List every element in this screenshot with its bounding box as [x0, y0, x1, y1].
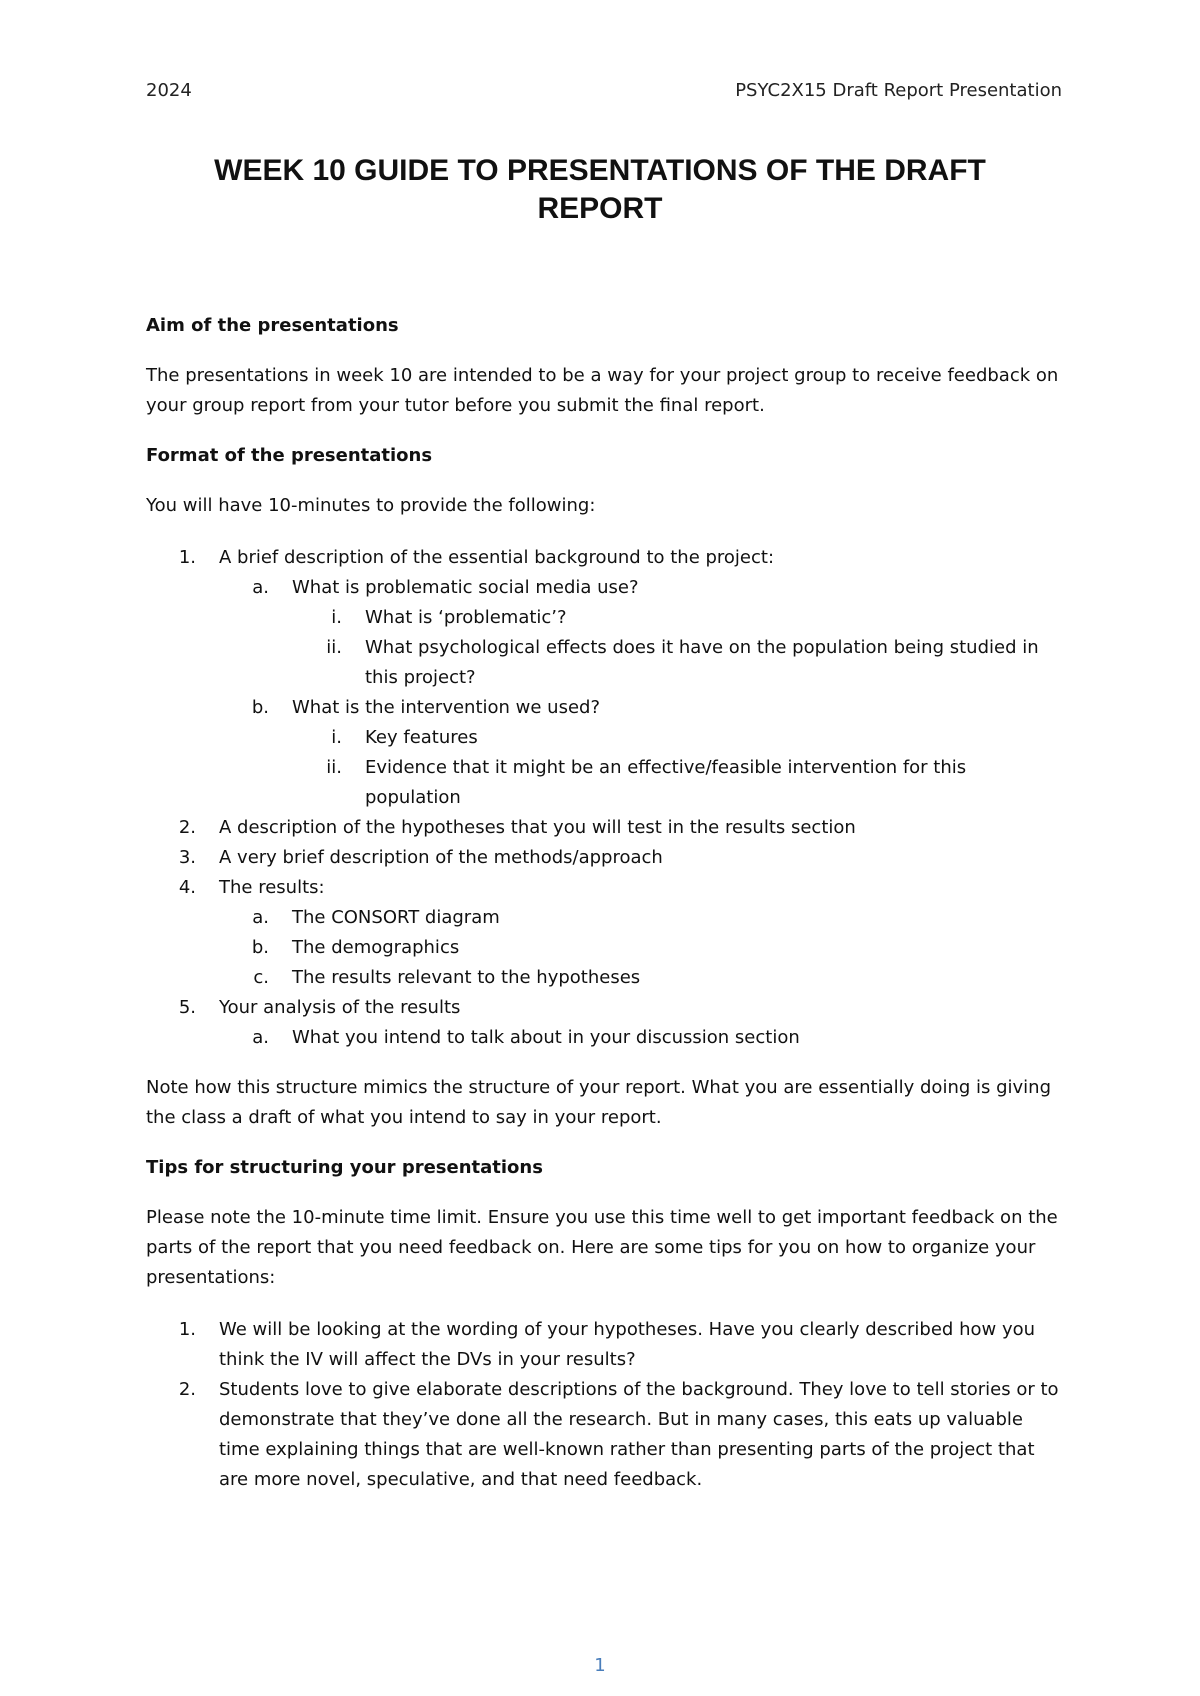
tips-heading: Tips for structuring your presentations [146, 1157, 543, 1178]
header-year: 2024 [146, 80, 192, 101]
aim-paragraph: The presentations in week 10 are intended to be a way for your project group to receive feedback on your group report from your tutor before you submit the final report. [146, 365, 1059, 416]
list-item: i. What is ‘problematic’? [331, 607, 567, 628]
list-item: b. What is the intervention we used? i. Key features ii. Evidence that it might be an effective/feasible intervention for this population [219, 693, 1066, 813]
list-item: ii. What psychological effects does it have on the population being studied in this project? [326, 637, 1039, 688]
list-item: i. Key features [331, 727, 478, 748]
list-item: c. The results relevant to the hypotheses [253, 967, 641, 988]
list-item: a. The CONSORT diagram [252, 907, 500, 928]
page-number: 1 [594, 1655, 606, 1676]
list-item: 2. Students love to give elaborate descriptions of the background. They love to tell stories or to demonstrate that they’ve done all the research. But in many cases, this eats up valuable time explaining things that are well-known rather than presenting parts of the project that are more novel, speculative, and that need feedback. [178, 1379, 1059, 1490]
list-item: ii. Evidence that it might be an effective/feasible intervention for this population [326, 757, 967, 808]
tips-intro: Please note the 10-minute time limit. Ensure you use this time well to get important feedback on the parts of the report that you need feedback on. Here are some tips for you on how to organize your presentations: [146, 1207, 1058, 1288]
list-item: 3. A very brief description of the methods/approach [178, 847, 663, 868]
header-course: PSYC2X15 Draft Report Presentation [735, 80, 1062, 101]
list-item: 4. The results: a. The CONSORT diagram b. The demographics c. The results relevant to the hypotheses [146, 873, 1066, 993]
document-title: WEEK 10 GUIDE TO PRESENTATIONS OF THE DRAFT REPORT [214, 154, 986, 225]
list-item: a. What is problematic social media use? i. What is ‘problematic’? ii. What psychological effects does it have on the population being studied in this project? [219, 573, 1066, 693]
aim-heading: Aim of the presentations [146, 315, 399, 336]
list-item: 1. We will be looking at the wording of your hypotheses. Have you clearly described how you think the IV will affect the DVs in your results? [178, 1319, 1036, 1370]
list-item: 1. A brief description of the essential background to the project: a. What is problematic social media use? i. What is ‘problematic’? ii. What psychological effects does it have on the population being studied in this project? b. What is the intervention we used? i. Key features ii. Evidence that it might be an effective/feasible intervention for this population [146, 543, 1066, 813]
list-item: 2. A description of the hypotheses that you will test in the results section [178, 817, 856, 838]
list-item: a. What you intend to talk about in your discussion section [252, 1027, 800, 1048]
list-item: 5. Your analysis of the results a. What you intend to talk about in your discussion section [146, 993, 1066, 1053]
list-item: b. The demographics [251, 937, 460, 958]
format-intro: You will have 10-minutes to provide the following: [146, 495, 596, 516]
format-heading: Format of the presentations [146, 445, 433, 466]
format-list [146, 543, 1066, 1053]
format-note: Note how this structure mimics the structure of your report. What you are essentially doing is giving the class a draft of what you intend to say in your report. [146, 1077, 1052, 1128]
document-body [146, 311, 1066, 1495]
tips-list [146, 1315, 1066, 1495]
